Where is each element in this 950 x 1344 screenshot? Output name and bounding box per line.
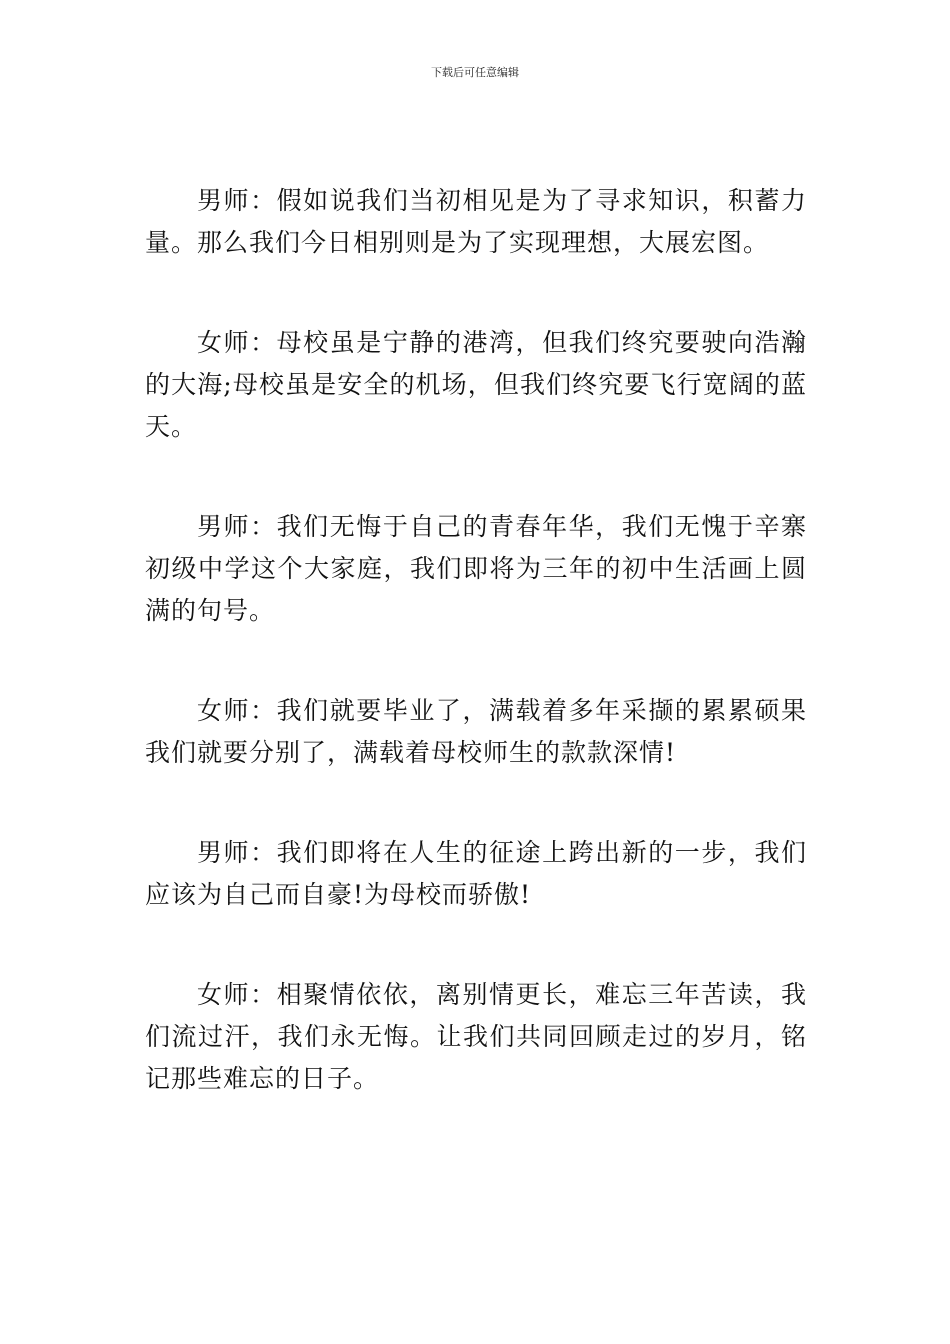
paragraph-3: 男师：我们无悔于自己的青春年华，我们无愧于辛寨初级中学这个大家庭，我们即将为三年的初中生活画上圆满的句号。 bbox=[145, 512, 807, 625]
document-body bbox=[145, 180, 807, 1100]
paragraph-6: 女师：相聚情依依，离别情更长，难忘三年苦读，我们流过汗，我们永无悔。让我们共同回顾走过的岁月，铭记那些难忘的日子。 bbox=[145, 980, 807, 1093]
paragraph-4: 女师：我们就要毕业了，满载着多年采撷的累累硕果我们就要分别了，满载着母校师生的款款深情! bbox=[145, 696, 807, 767]
paragraph-5: 男师：我们即将在人生的征途上跨出新的一步，我们应该为自己而自豪!为母校而骄傲! bbox=[145, 838, 807, 909]
paragraph-1: 男师：假如说我们当初相见是为了寻求知识，积蓄力量。那么我们今日相别则是为了实现理想，大展宏图。 bbox=[145, 186, 807, 257]
page-header: 下载后可任意编辑 bbox=[431, 66, 519, 79]
paragraph-2: 女师：母校虽是宁静的港湾，但我们终究要驶向浩瀚的大海;母校虽是安全的机场，但我们终究要飞行宽阔的蓝天。 bbox=[145, 328, 807, 441]
